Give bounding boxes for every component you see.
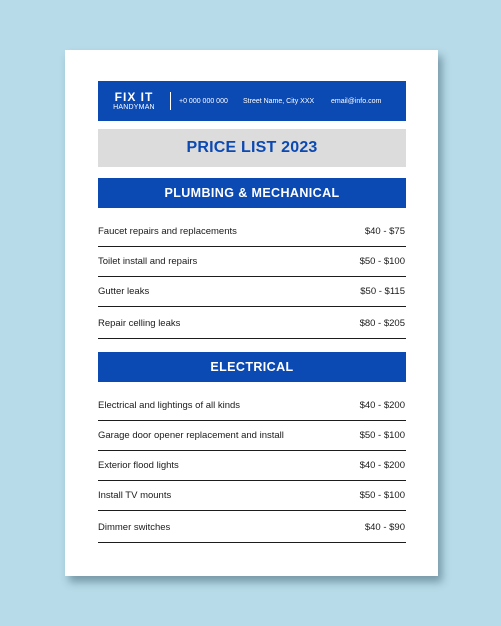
section-heading-label: PLUMBING & MECHANICAL [164, 186, 340, 200]
page-title: PRICE LIST 2023 [186, 139, 318, 156]
service-price: $50 - $100 [359, 430, 405, 441]
list-item [98, 217, 406, 247]
list-item [98, 513, 406, 543]
service-name: Electrical and lightings of all kinds [98, 400, 241, 411]
service-price: $40 - $200 [359, 400, 405, 411]
service-price: $40 - $75 [364, 226, 405, 237]
section-heading-electrical [98, 352, 406, 382]
list-item [98, 421, 406, 451]
section-heading-plumbing [98, 178, 406, 208]
price-list-sheet [65, 50, 438, 576]
service-price: $40 - $200 [359, 460, 405, 471]
title-bar [98, 129, 406, 167]
service-name: Garage door opener replacement and install [98, 430, 284, 441]
list-item [98, 391, 406, 421]
service-price: $50 - $115 [360, 286, 405, 297]
list-item [98, 309, 406, 339]
service-name: Dimmer switches [98, 522, 171, 533]
header-bar [98, 81, 406, 121]
service-price: $40 - $90 [364, 522, 405, 533]
header-divider [170, 92, 171, 110]
brand-logo [98, 91, 170, 111]
list-item [98, 277, 406, 307]
service-name: Exterior flood lights [98, 460, 179, 471]
service-name: Repair celling leaks [98, 318, 181, 329]
service-name: Gutter leaks [98, 286, 150, 297]
list-item [98, 247, 406, 277]
service-price: $50 - $100 [359, 490, 405, 501]
street-address: Street Name, City XXX [243, 97, 315, 105]
service-name: Faucet repairs and replacements [98, 226, 237, 237]
list-item [98, 481, 406, 511]
brand-name: FIX IT [114, 90, 154, 104]
section-heading-label: ELECTRICAL [210, 360, 294, 374]
service-name: Install TV mounts [98, 490, 172, 501]
email-address: email@info.com [331, 97, 382, 105]
brand-subtitle: HANDYMAN [113, 104, 155, 111]
phone-number: +0 000 000 000 [179, 97, 228, 105]
service-name: Toilet install and repairs [98, 256, 198, 267]
list-item [98, 451, 406, 481]
service-price: $80 - $205 [359, 318, 405, 329]
service-price: $50 - $100 [359, 256, 405, 267]
